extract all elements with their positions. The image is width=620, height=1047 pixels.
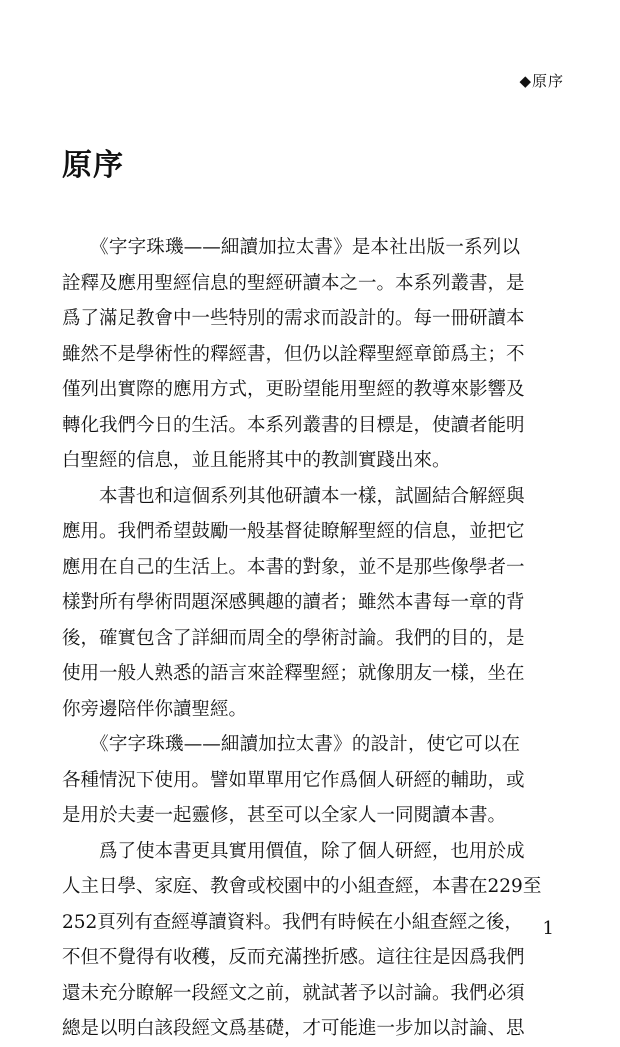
- text-line: 總是以明白該段經文爲基礎，才可能進一步加以討論、思: [62, 1018, 525, 1039]
- page-number: 1: [542, 918, 554, 939]
- body-text: [62, 230, 542, 1047]
- text-line: 應用在自己的生活上。本書的對象，並不是那些像學者一: [62, 556, 525, 578]
- text-line: 後，確實包含了詳細而周全的學術討論。我們的目的，是: [62, 627, 525, 649]
- text-line: 252頁列有查經導讀資料。我們有時候在小組查經之後，: [62, 911, 523, 933]
- text-line: 詮釋及應用聖經信息的聖經研讀本之一。本系列叢書，是: [62, 272, 525, 294]
- text-line: 僅列出實際的應用方式，更盼望能用聖經的教導來影響及: [62, 379, 525, 400]
- text-line: 人主日學、家庭、教會或校園中的小組查經，本書在229至: [62, 876, 542, 897]
- running-header: ◆原序: [519, 72, 564, 90]
- text-line: 各種情況下使用。譬如單單用它作爲個人研經的輔助，或: [62, 769, 525, 791]
- text-line: 白聖經的信息，並且能將其中的教訓實踐出來。: [62, 450, 451, 471]
- text-line: 《字字珠璣——細讀加拉太書》的設計，使它可以在: [62, 734, 520, 755]
- text-line: 你旁邊陪伴你讀聖經。: [62, 698, 248, 720]
- text-line: 雖然不是學術性的釋經書，但仍以詮釋聖經章節爲主；不: [62, 343, 525, 365]
- text-line: 本書也和這個系列其他研讀本一樣，試圖結合解經與: [62, 485, 525, 507]
- text-line: 《字字珠璣——細讀加拉太書》是本社出版一系列以: [62, 237, 520, 258]
- text-line: 還未充分瞭解一段經文之前，就試著予以討論。我們必須: [62, 982, 525, 1004]
- text-line: 爲了使本書更具實用價值，除了個人研經，也用於成: [62, 840, 525, 862]
- text-line: 使用一般人熟悉的語言來詮釋聖經；就像朋友一樣，坐在: [62, 663, 525, 684]
- text-line: 是用於夫妻一起靈修，甚至可以全家人一同閱讀本書。: [62, 805, 507, 826]
- text-line: 轉化我們今日的生活。本系列叢書的目標是，使讀者能明: [62, 414, 525, 436]
- text-line: 樣對所有學術問題深感興趣的讀者；雖然本書每一章的背: [62, 592, 525, 613]
- text-line: 應用。我們希望鼓勵一般基督徒瞭解聖經的信息，並把它: [62, 521, 525, 542]
- text-line: 不但不覺得有收穫，反而充滿挫折感。這往往是因爲我們: [62, 947, 525, 968]
- chapter-title: 原序: [62, 148, 124, 183]
- text-line: 爲了滿足教會中一些特別的需求而設計的。每一冊研讀本: [62, 308, 525, 329]
